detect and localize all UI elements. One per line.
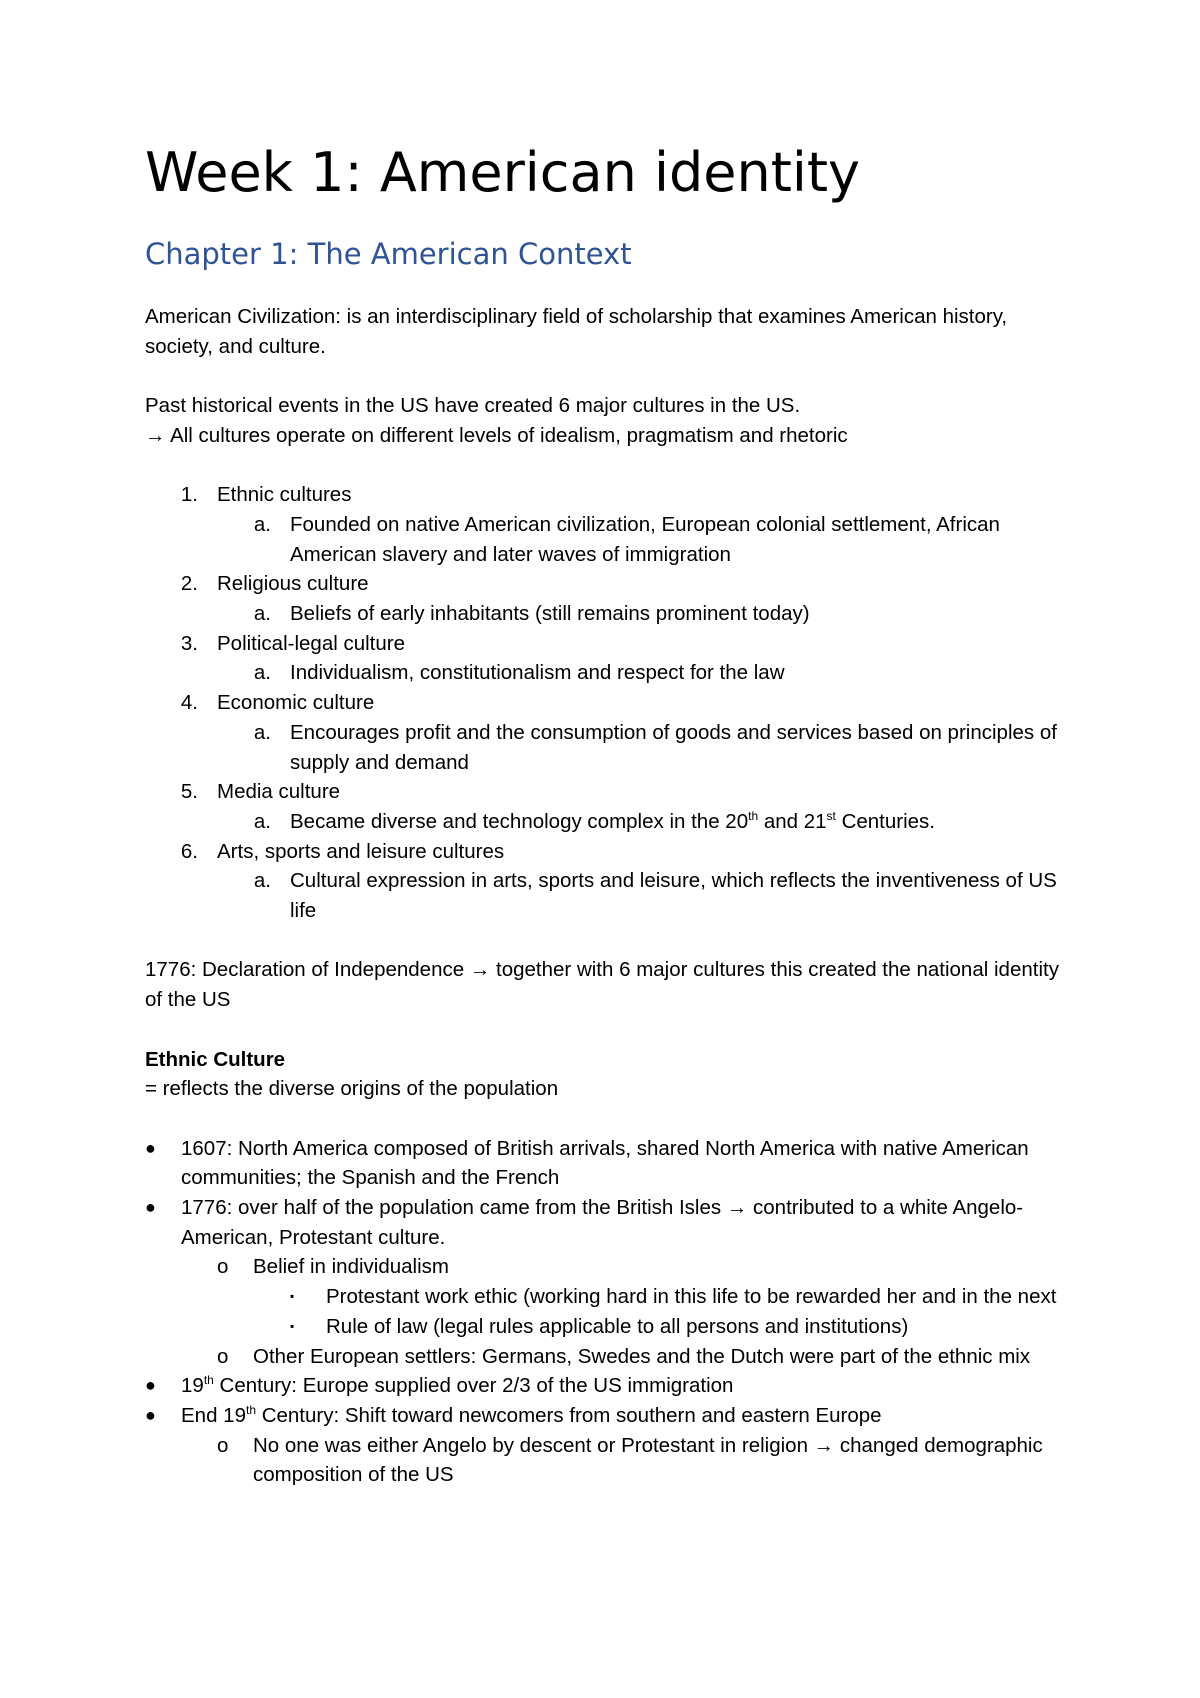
sub-list-letter: a.: [253, 869, 271, 893]
square-bullet-marker: ▪: [290, 1318, 295, 1333]
bullet-marker: ●: [145, 1404, 156, 1425]
ethnic-bullet-list: [145, 1134, 1075, 1490]
list-item: [145, 480, 1075, 510]
list-item: [145, 777, 1075, 807]
bullet-item: [145, 1371, 1075, 1401]
sub-sub-bullet-text: Protestant work ethic (working hard in this life to be rewarded her and in the next: [326, 1285, 1057, 1309]
sub-list-item: [145, 510, 1075, 569]
sub-list-letter: a.: [253, 512, 271, 536]
sub-bullet-item: [145, 1252, 1075, 1282]
sub-bullet-text: No one was either Angelo by descent or Protestant in religion → changed demographic composition of the US: [253, 1433, 1043, 1487]
list-item: [145, 569, 1075, 599]
list-item: [145, 688, 1075, 718]
list-item-label: Arts, sports and leisure cultures: [217, 839, 505, 863]
section-definition: = reflects the diverse origins of the population: [145, 1077, 559, 1101]
list-item-label: Economic culture: [217, 691, 375, 715]
section-heading: Ethnic Culture: [145, 1047, 286, 1071]
sub-bullet-marker: o: [217, 1255, 229, 1279]
sub-list-item: [145, 599, 1075, 629]
list-item-label: Religious culture: [217, 572, 369, 596]
list-number: 1.: [180, 483, 198, 507]
past-events-line: Past historical events in the US have created 6 major cultures in the US.: [145, 394, 801, 418]
sub-list-text: Encourages profit and the consumption of goods and services based on principles of supply and demand: [290, 720, 1057, 774]
chapter-heading: Chapter 1: The American Context: [145, 237, 632, 271]
sub-bullet-text: Belief in individualism: [253, 1255, 449, 1279]
sub-list-text: Beliefs of early inhabitants (still remains prominent today): [290, 602, 810, 625]
list-number: 6.: [180, 839, 198, 863]
sub-bullet-marker: o: [217, 1344, 229, 1368]
sub-list-text: Individualism, constitutionalism and respect for the law: [290, 661, 785, 685]
square-bullet-marker: ▪: [290, 1289, 295, 1304]
bullet-item: [145, 1193, 1075, 1252]
list-number: 4.: [180, 691, 198, 715]
arrow-line: → All cultures operate on different levels of idealism, pragmatism and rhetoric: [145, 423, 848, 447]
bullet-marker: ●: [145, 1375, 156, 1396]
cultures-list: [145, 480, 1075, 926]
bullet-text: 1607: North America composed of British arrivals, shared North America with native American communities; the Spanish and the French: [181, 1136, 1029, 1190]
list-item: [145, 629, 1075, 659]
independence-paragraph: 1776: Declaration of Independence → together with 6 major cultures this created the national identity of the US: [145, 958, 1059, 1012]
bullet-item: [145, 1134, 1075, 1193]
sub-bullet-item: [145, 1431, 1075, 1490]
sub-bullet-marker: o: [217, 1433, 229, 1457]
sub-sub-bullet-text: Rule of law (legal rules applicable to all persons and institutions): [326, 1314, 909, 1338]
sub-list-letter: a.: [253, 720, 271, 744]
list-item: [145, 837, 1075, 867]
list-number: 2.: [180, 572, 198, 596]
list-number: 5.: [180, 780, 198, 804]
sub-list-letter: a.: [253, 661, 271, 685]
bullet-item: [145, 1401, 1075, 1431]
sub-list-letter: a.: [253, 809, 271, 833]
sub-list-item: [145, 718, 1075, 777]
sub-list-letter: a.: [253, 602, 271, 625]
document-body: [145, 302, 1075, 1490]
sub-list-item: [145, 807, 1075, 837]
sub-bullet-item: [145, 1342, 1075, 1372]
sub-list-text: Cultural expression in arts, sports and leisure, which reflects the inventiveness of US life: [290, 869, 1057, 923]
bullet-marker: ●: [145, 1137, 156, 1158]
bullet-text: 1776: over half of the population came from the British Isles → contributed to a white Angelo-American, Protestant culture.: [181, 1196, 1024, 1249]
sub-bullet-text: Other European settlers: Germans, Swedes and the Dutch were part of the ethnic mix: [253, 1344, 1031, 1368]
sub-sub-bullet-item: [145, 1312, 1075, 1342]
sub-sub-bullet-item: [145, 1282, 1075, 1312]
sub-list-item: [145, 866, 1075, 925]
page-title: Week 1: American identity: [145, 141, 860, 204]
sub-list-text: Became diverse and technology complex in the 20th and 21st Centuries.: [290, 809, 936, 833]
bullet-text: End 19th Century: Shift toward newcomers from southern and eastern Europe: [181, 1403, 882, 1427]
bullet-marker: ●: [145, 1197, 156, 1218]
list-number: 3.: [180, 631, 198, 655]
definition-paragraph: American Civilization: is an interdisciplinary field of scholarship that examines American history, society, and culture.: [145, 305, 1008, 358]
sub-list-item: [145, 658, 1075, 688]
list-item-label: Media culture: [217, 780, 341, 804]
sub-list-text: Founded on native American civilization, European colonial settlement, African American slavery and later waves of immigration: [290, 512, 1000, 566]
list-item-label: Ethnic cultures: [217, 483, 352, 507]
bullet-text: 19th Century: Europe supplied over 2/3 of the US immigration: [181, 1373, 734, 1398]
list-item-label: Political-legal culture: [217, 631, 406, 655]
